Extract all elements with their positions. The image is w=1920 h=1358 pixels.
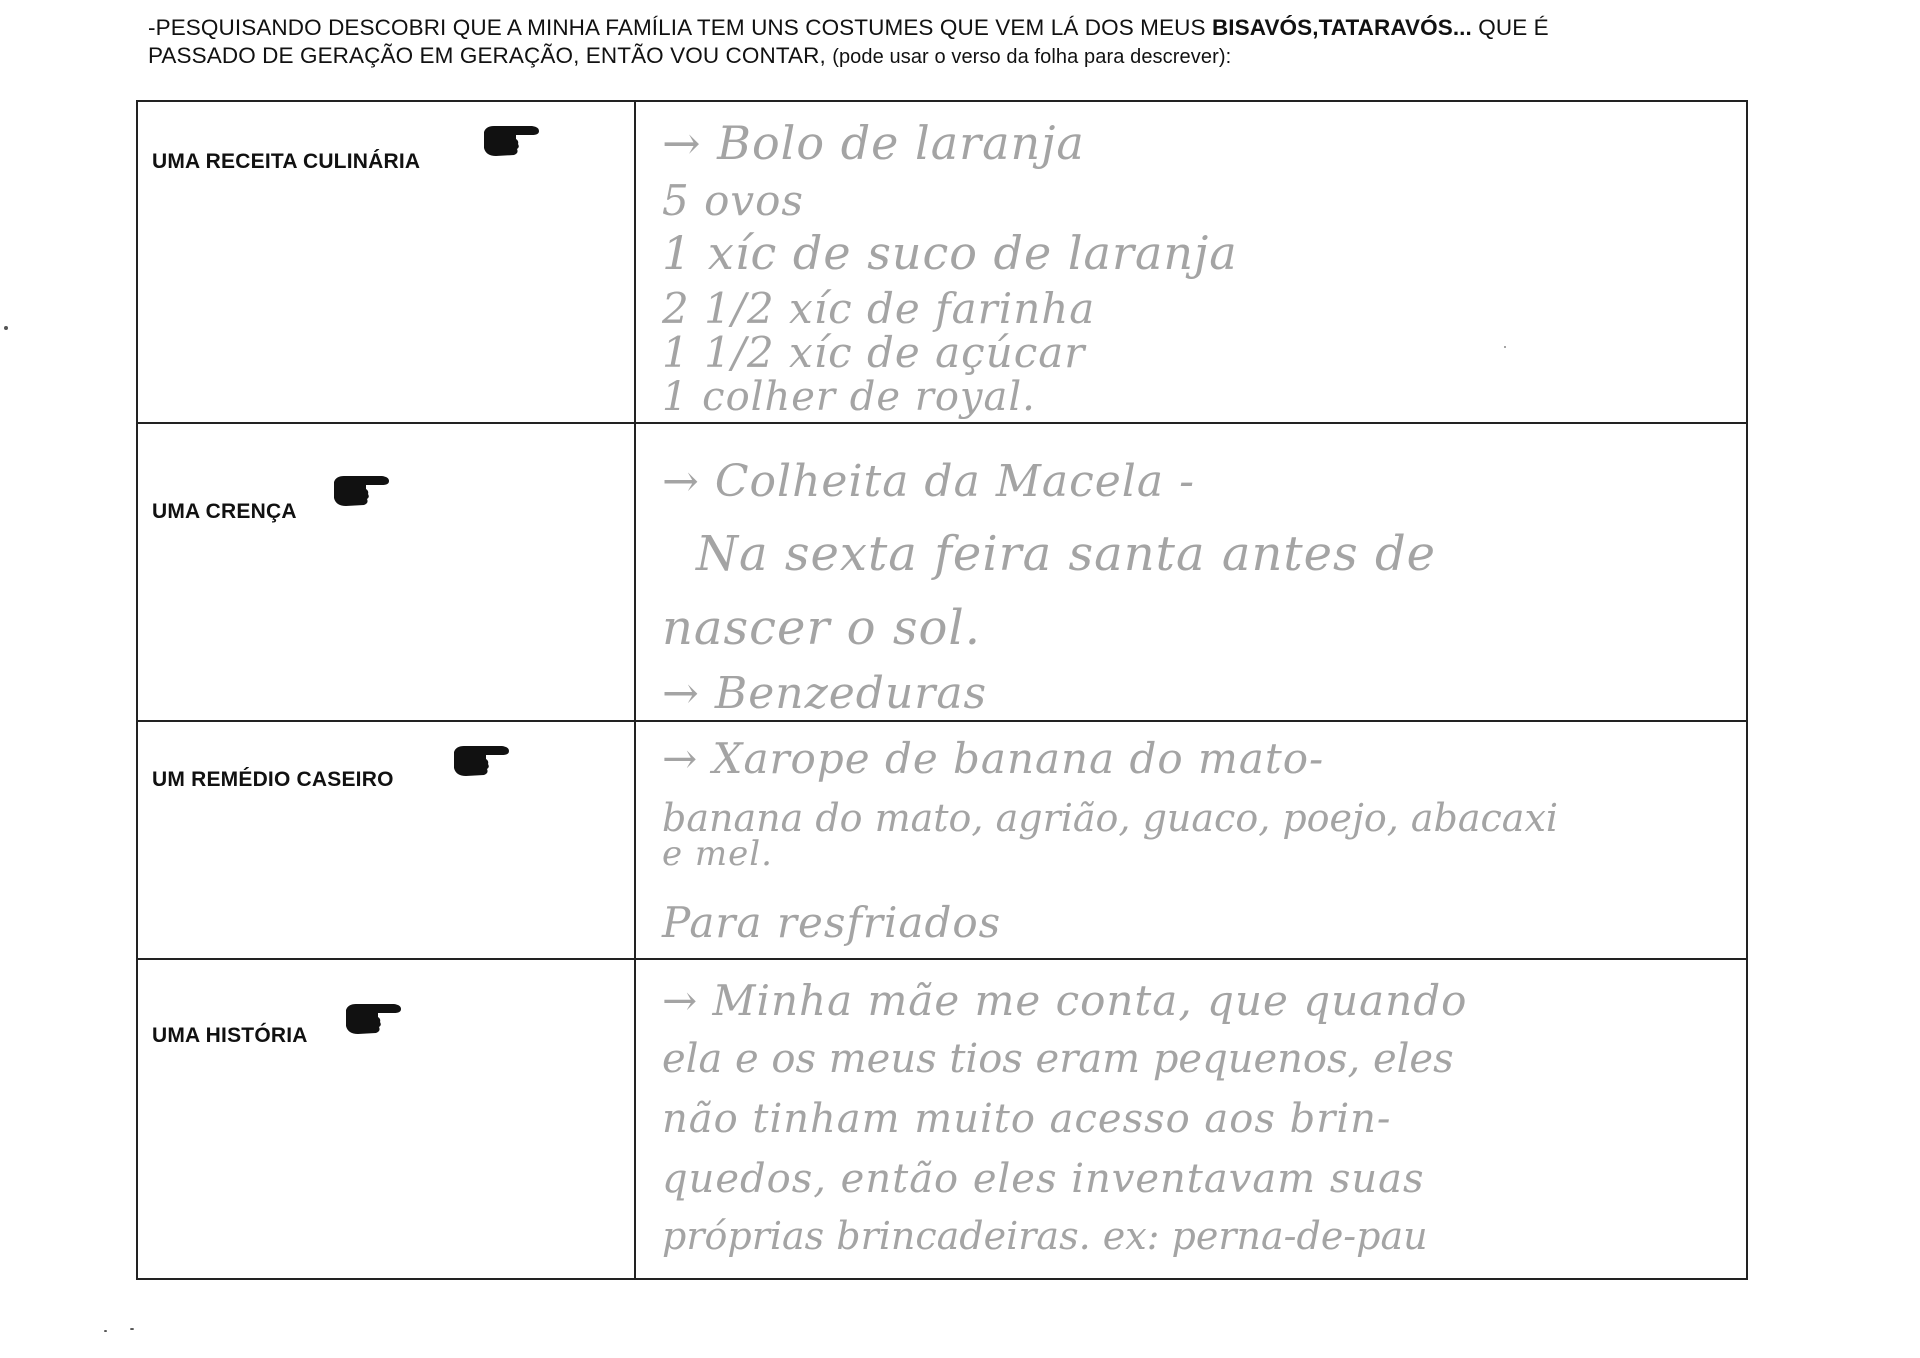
worksheet-table bbox=[136, 100, 1748, 1280]
instructions-line-2: PASSADO DE GERAÇÃO EM GERAÇÃO, ENTÃO VOU CONTAR, (pode usar o verso da folha para descrever): bbox=[148, 43, 1232, 68]
handwriting-line: 1 colher de royal. bbox=[662, 374, 1036, 420]
handwriting-line: → Colheita da Macela - bbox=[662, 456, 1195, 507]
handwriting-line: 1 xíc de suco de laranja bbox=[662, 226, 1238, 280]
answer-cell bbox=[636, 722, 1746, 958]
instructions-bold-text: BISAVÓS,TATARAVÓS... bbox=[1211, 15, 1472, 40]
handwriting-line: próprias brincadeiras. ex: perna-de-pau bbox=[662, 1214, 1428, 1258]
handwriting-line: ela e os meus tios eram pequenos, eles bbox=[662, 1036, 1454, 1082]
handwriting-line: quedos, então eles inventavam suas bbox=[662, 1156, 1425, 1202]
table-row-belief bbox=[138, 422, 1746, 720]
scan-speck bbox=[104, 1330, 107, 1332]
pointing-hand-icon bbox=[332, 470, 390, 510]
handwriting-line: → Benzeduras bbox=[662, 668, 988, 719]
label-cell bbox=[138, 424, 636, 720]
handwriting-line: → Bolo de laranja bbox=[662, 116, 1085, 170]
scan-speck bbox=[4, 326, 8, 330]
instructions-note: (pode usar o verso da folha para descrever): bbox=[832, 46, 1232, 68]
table-row-story bbox=[138, 958, 1746, 1278]
table-row-recipe bbox=[138, 102, 1746, 422]
handwriting-line: 5 ovos bbox=[662, 176, 804, 225]
handwriting-line: não tinham muito acesso aos brin- bbox=[662, 1096, 1392, 1142]
row-label-recipe: UMA RECEITA CULINÁRIA bbox=[152, 150, 421, 173]
handwriting-line: nascer o sol. bbox=[662, 600, 981, 656]
pointing-hand-icon bbox=[452, 740, 510, 780]
instructions-line-1: -PESQUISANDO DESCOBRI QUE A MINHA FAMÍLIA TEM UNS COSTUMES QUE VEM LÁ DOS MEUS BISAVÓS,TATARAVÓS... QUE É bbox=[148, 15, 1549, 40]
handwriting-line: 1 1/2 xíc de açúcar bbox=[662, 328, 1086, 377]
table-row-remedy bbox=[138, 720, 1746, 958]
label-cell bbox=[138, 960, 636, 1278]
row-label-story: UMA HISTÓRIA bbox=[152, 1024, 308, 1047]
answer-cell bbox=[636, 102, 1746, 422]
row-label-remedy: UM REMÉDIO CASEIRO bbox=[152, 768, 394, 791]
handwriting-line: → Minha mãe me conta, que quando bbox=[662, 976, 1468, 1025]
label-cell bbox=[138, 102, 636, 422]
scan-speck bbox=[1504, 346, 1506, 348]
handwriting-line: banana do mato, agrião, guaco, poejo, abacaxi bbox=[662, 796, 1559, 840]
answer-cell bbox=[636, 424, 1746, 720]
handwriting-line: e mel. bbox=[662, 834, 773, 874]
answer-cell bbox=[636, 960, 1746, 1278]
pointing-hand-icon bbox=[344, 998, 402, 1038]
label-cell bbox=[138, 722, 636, 958]
worksheet-instructions bbox=[148, 14, 1768, 71]
pointing-hand-icon bbox=[482, 120, 540, 160]
scan-speck bbox=[130, 1328, 134, 1330]
handwriting-line: Para resfriados bbox=[662, 898, 1002, 947]
handwriting-line: Na sexta feira santa antes de bbox=[696, 526, 1437, 582]
handwriting-line: 2 1/2 xíc de farinha bbox=[662, 284, 1096, 333]
handwriting-line: → Xarope de banana do mato- bbox=[662, 734, 1325, 783]
row-label-belief: UMA CRENÇA bbox=[152, 500, 297, 523]
